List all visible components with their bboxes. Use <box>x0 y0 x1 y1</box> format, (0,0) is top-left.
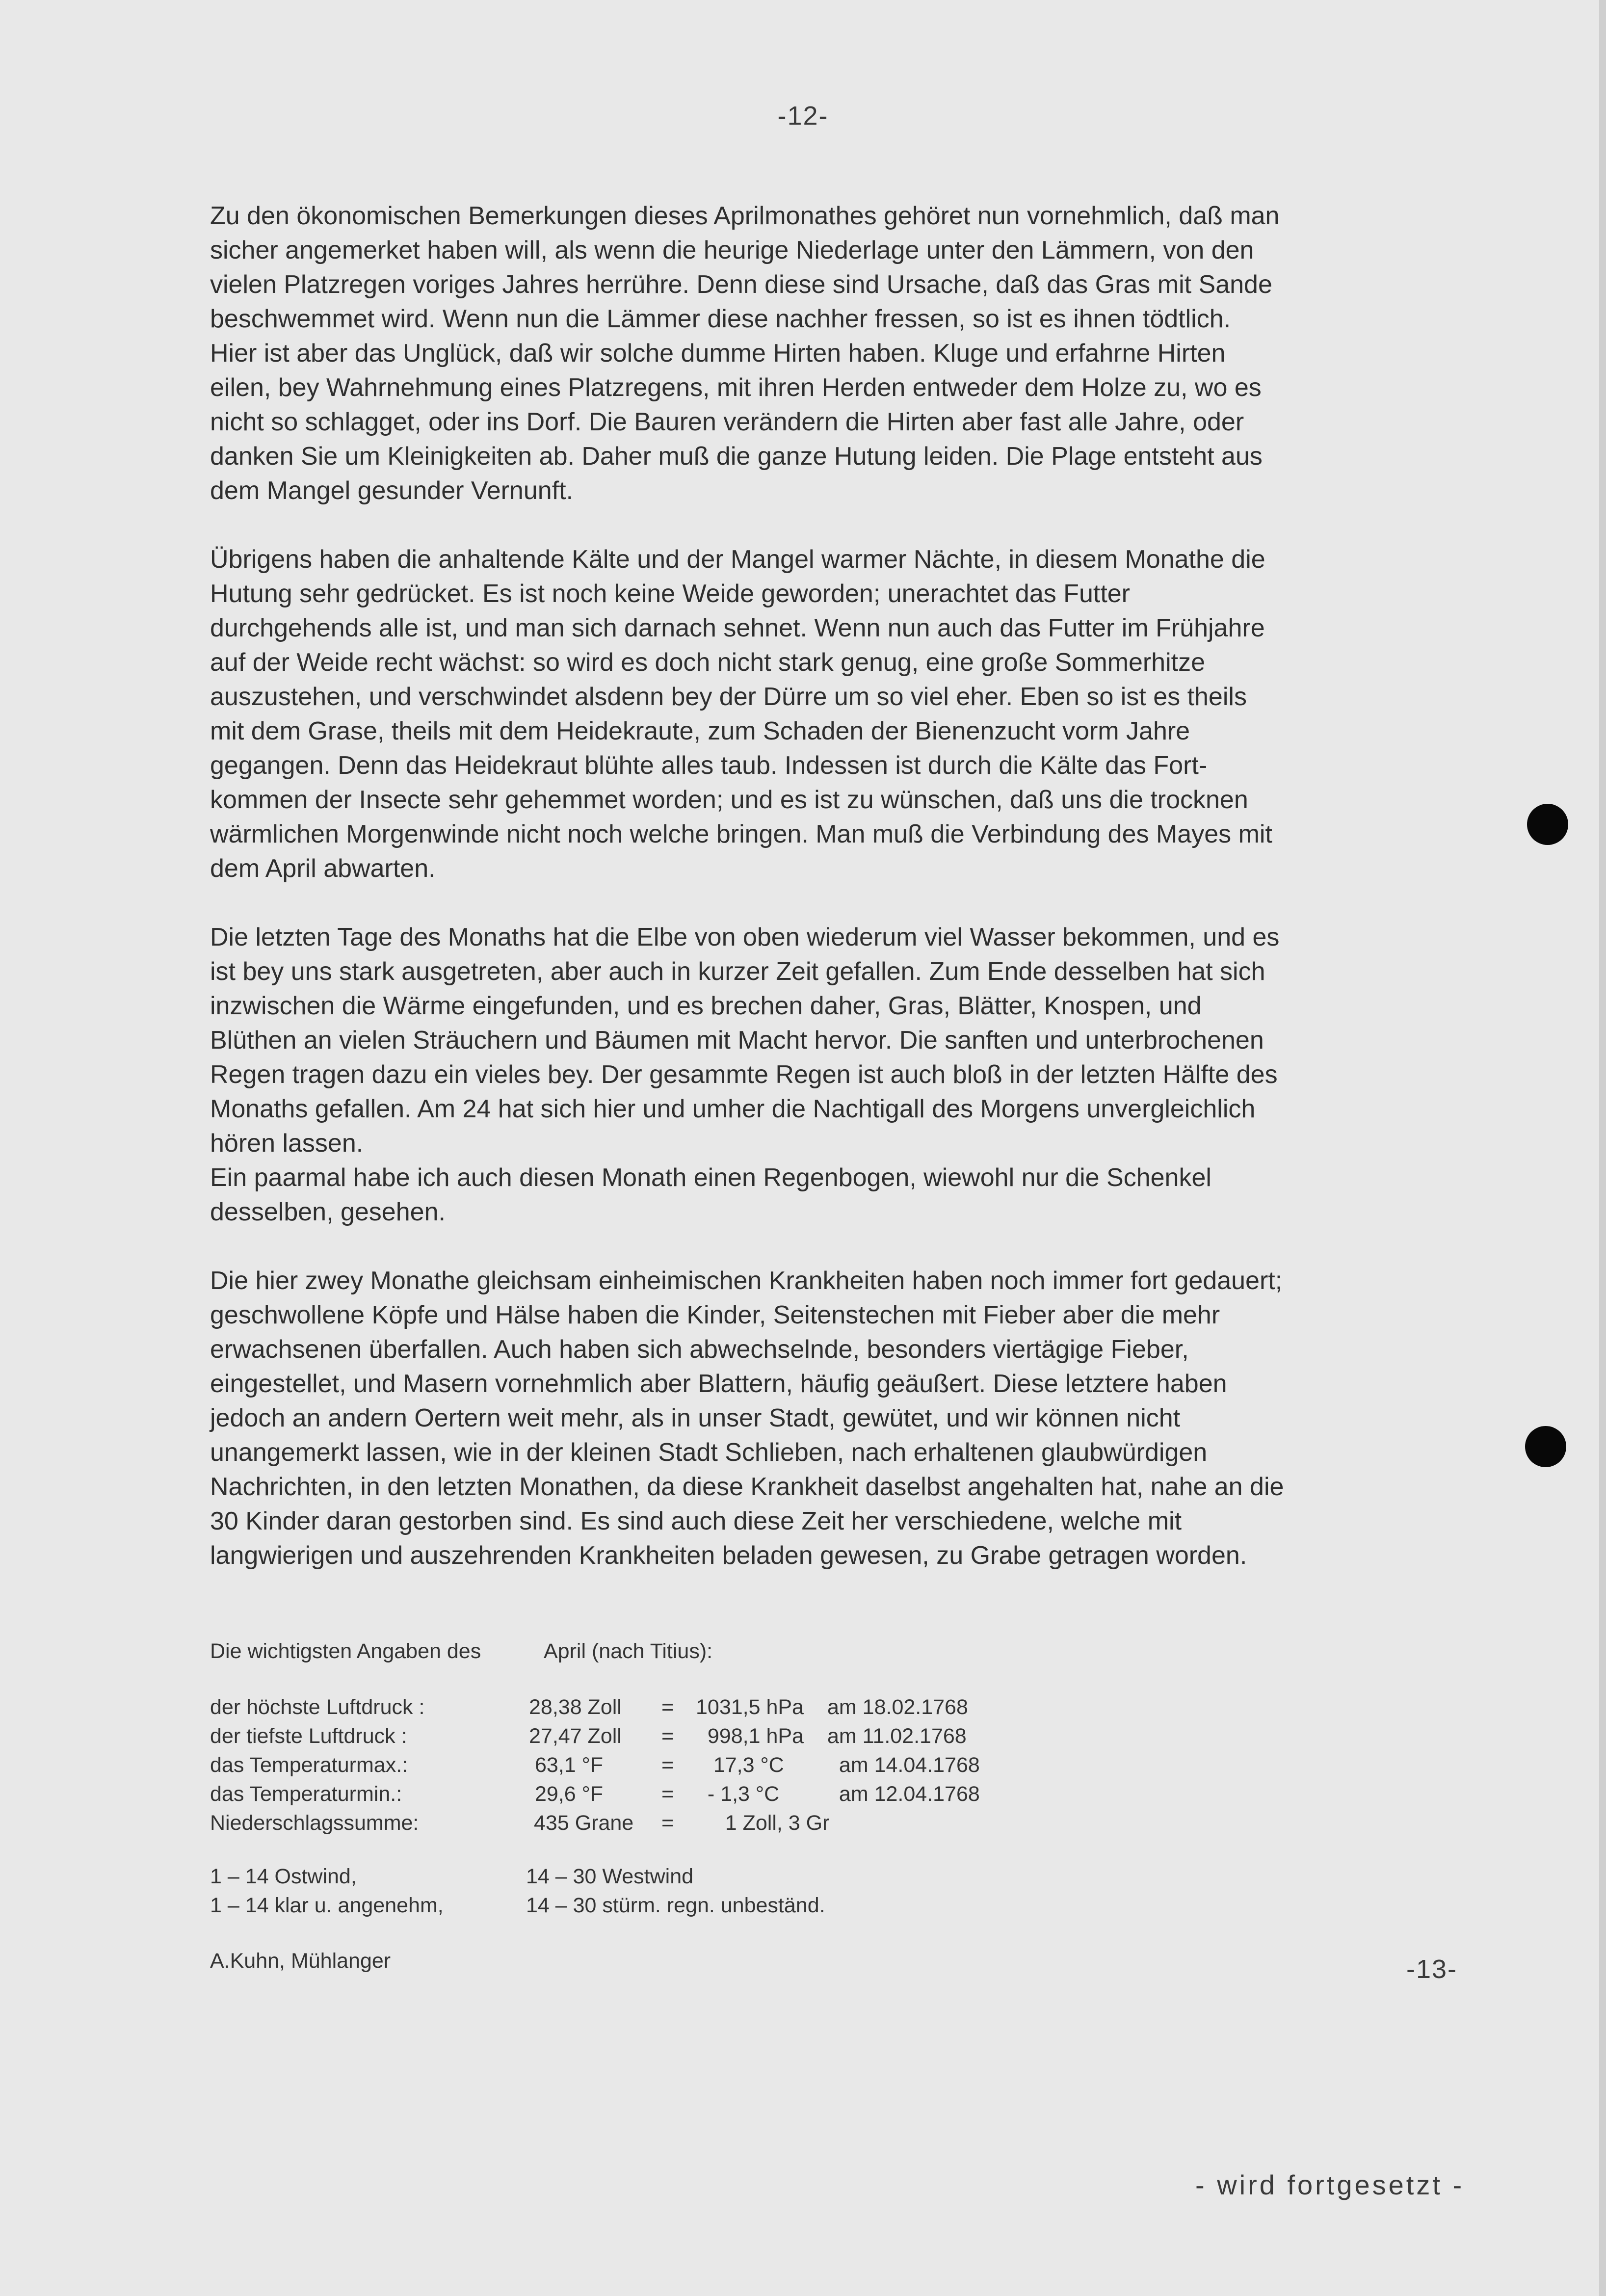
stat-old-value: 27,47 Zoll <box>529 1724 622 1748</box>
stat-label: Niederschlagssumme: <box>210 1811 419 1835</box>
stat-equals: = <box>661 1782 674 1806</box>
stat-new-value: - 1,3 °C <box>696 1782 780 1806</box>
summary-title-left: Die wichtigsten Angaben des <box>210 1639 481 1663</box>
body-text <box>210 199 1486 1607</box>
continued-note: - wird fortgesetzt - <box>1195 2169 1465 2200</box>
paragraph-cold-weather: Übrigens haben die anhaltende Kälte und der Mangel warmer Nächte, in diesem Monathe die Hutung sehr gedrücket. Es ist noch keine Weide geworden; unerachtet das Futter durchgehends alle ist, und man sich darnach sehnet. Wenn nun auch das Futter im Frühjahre auf der Weide recht wächst: so wird es doch nicht stark genug, eine große Sommerhitze auszustehen, und verschwindet alsdenn bey der Dürre um so viel eher. Eben so ist es theils mit dem Grase, theils mit dem Heidekraute, zum Schaden der Bienenzucht vorm Jahre gegangen. Denn das Heidekraut blühte alles taub. Indessen ist durch die Kälte das Fort- kommen der Insecte sehr gehemmet worden; und es ist zu wünschen, daß uns die trocknen wärmlichen Morgenwinde nicht noch welche bringen. Man muß die Verbindung des Mayes mit dem April abwarten. <box>210 545 1272 883</box>
stat-old-value: 63,1 °F <box>529 1753 604 1777</box>
stat-date: am 11.02.1768 <box>827 1724 967 1748</box>
stat-date: am 14.04.1768 <box>827 1753 980 1777</box>
page-edge <box>1599 0 1606 2296</box>
stat-label: der höchste Luftdruck : <box>210 1695 425 1719</box>
stat-old-value: 435 Grane <box>534 1811 634 1835</box>
summary-heading <box>210 1636 712 1666</box>
author-signature: A.Kuhn, Mühlanger <box>210 1949 391 1973</box>
wind-second-half: 14 – 30 Westwind <box>526 1865 694 1888</box>
stat-equals: = <box>661 1724 674 1748</box>
stat-old-value: 29,6 °F <box>529 1782 604 1806</box>
stat-date: am 12.04.1768 <box>827 1782 980 1806</box>
paragraph-diseases: Die hier zwey Monathe gleichsam einheimischen Krankheiten haben noch immer fort gedauert; geschwollene Köpfe und Hälse haben die Kinder, Seitenstechen mit Fieber aber die mehr erwachsenen überfallen. Auch haben sich abwechselnde, besonders viertägige Fieber, eingestellet, und Masern vornehmlich aber Blattern, häufig geäußert. Diese letztere haben jedoch an andern Oertern weit mehr, als in unser Stadt, gewütet, und wir können nicht unangemerkt lassen, wie in der kleinen Stadt Schlieben, nach erhaltenen glaubwürdigen Nachrichten, in den letzten Monathen, da diese Krankheit daselbst angehalten hat, nahe an die 30 Kinder daran gestorben sind. Es sind auch diese Zeit her verschiedene, welche mit langwierigen und auszehrenden Krankheiten beladen gewesen, zu Grabe getragen worden. <box>210 1267 1284 1570</box>
stat-new-value: 998,1 hPa <box>696 1724 804 1748</box>
wind-first-half: 1 – 14 klar u. angenehm, <box>210 1894 444 1917</box>
stat-label: das Temperaturmin.: <box>210 1782 402 1806</box>
page-number-bottom: -13- <box>1406 1954 1458 1984</box>
stat-new-value: 17,3 °C <box>696 1753 784 1777</box>
stat-new-value: 1031,5 hPa <box>696 1695 804 1719</box>
stat-label: der tiefste Luftdruck : <box>210 1724 407 1748</box>
punch-hole-upper <box>1527 804 1568 845</box>
stat-equals: = <box>661 1753 674 1777</box>
punch-hole-lower <box>1525 1426 1566 1467</box>
summary-title-right: April (nach Titius): <box>544 1639 713 1663</box>
stat-equals: = <box>661 1695 674 1719</box>
stat-old-value: 28,38 Zoll <box>529 1695 622 1719</box>
paragraph-economic-remarks: Zu den ökonomischen Bemerkungen dieses Aprilmonathes gehöret nun vornehmlich, daß man sicher angemerket haben will, als wenn die heurige Niederlage unter den Lämmern, von den vielen Platzregen voriges Jahres herrühre. Denn diese sind Ursache, daß das Gras mit Sande beschwemmet wird. Wenn nun die Lämmer diese nachher fressen, so ist es ihnen tödtlich. Hier ist aber das Unglück, daß wir solche dumme Hirten haben. Kluge und erfahrne Hirten eilen, bey Wahrnehmung eines Platzregens, mit ihren Herden entweder dem Holze zu, wo es nicht so schlagget, oder ins Dorf. Die Bauren verändern die Hirten aber fast alle Jahre, oder danken Sie um Kleinigkeiten ab. Daher muß die ganze Hutung leiden. Die Plage entsteht aus dem Mangel gesunder Vernunft. <box>210 202 1280 505</box>
stat-equals: = <box>661 1811 674 1835</box>
wind-first-half: 1 – 14 Ostwind, <box>210 1865 357 1888</box>
page-number-top: -12- <box>777 101 829 131</box>
stat-label: das Temperaturmax.: <box>210 1753 408 1777</box>
wind-second-half: 14 – 30 stürm. regn. unbeständ. <box>526 1894 825 1917</box>
stat-new-value: 1 Zoll, 3 Gr <box>696 1811 830 1835</box>
stat-date: am 18.02.1768 <box>827 1695 968 1719</box>
paragraph-elbe-flood: Die letzten Tage des Monaths hat die Elbe von oben wiederum viel Wasser bekommen, und es ist bey uns stark ausgetreten, aber auch in kurzer Zeit gefallen. Zum Ende desselben hat sich inzwischen die Wärme eingefunden, und es brechen daher, Gras, Blätter, Knospen, und Blüthen an vielen Sträuchern und Bäumen mit Macht hervor. Die sanften und unterbrochenen Regen tragen dazu ein vieles bey. Der gesammte Regen ist auch bloß in der letzten Hälfte des Monaths gefallen. Am 24 hat sich hier und umher die Nachtigall des Morgens unvergleichlich hören lassen. Ein paarmal habe ich auch diesen Monath einen Regenbogen, wiewohl nur die Schenkel desselben, gesehen. <box>210 923 1280 1226</box>
